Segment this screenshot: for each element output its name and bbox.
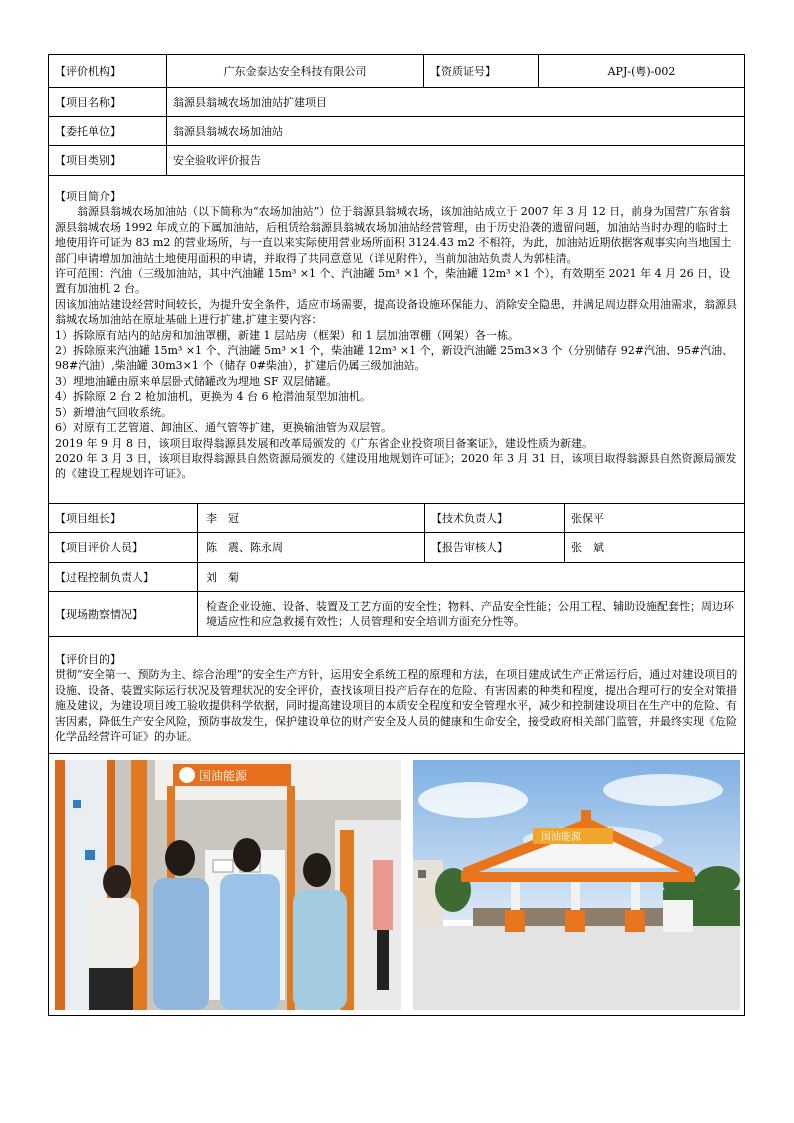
evaluators-label: 【项目评价人员】 [49, 533, 198, 562]
org-row [48, 54, 745, 88]
client-value: 翁源县翁城农场加油站 [173, 124, 283, 138]
purpose-section [48, 637, 745, 754]
survey-row [48, 592, 745, 637]
type-label: 【项目类别】 [49, 146, 167, 175]
cert-label: 【资质证号】 [424, 55, 539, 87]
station-canopy-photo [413, 760, 740, 1010]
right-canopy-sign: 国油能源 [541, 832, 581, 843]
expansion-reason: 因该加油站建设经营时间较长，为提升安全条件，适应市场需要，提高设备设施环保能力、消除安全隐患，并满足周边群众用油需求，翁源县翁城农场加油站在原址基础上进行扩建,扩建主要内容： [55, 297, 737, 327]
leader-row [48, 504, 745, 533]
org-value: 广东金泰达安全科技有限公司 [167, 55, 424, 87]
intro-heading: 【项目简介】 [55, 190, 121, 203]
org-label: 【评价机构】 [49, 55, 167, 87]
reviewer-label: 【报告审核人】 [425, 533, 565, 562]
permit-record: 2020 年 3 月 3 日，该项目取得翁源县自然资源局颁发的《建设用地规划许可证》；2020 年 3 月 31 日，该项目取得翁源县自然资源局颁发的《建设工程规划许可证》。 [55, 451, 737, 481]
intro-section [48, 176, 745, 504]
type-value: 安全验收评价报告 [173, 154, 261, 167]
survey-label: 【现场勘察情况】 [49, 592, 198, 636]
site-inspection-photo [55, 760, 401, 1010]
evaluation-form [48, 54, 745, 1016]
process-label: 【过程控制负责人】 [49, 563, 198, 591]
evaluators-row [48, 533, 745, 563]
license-scope: 许可范围：汽油（三级加油站，其中汽油罐 15m³ ×1 个、汽油罐 5m³ ×1 个，柴油罐 12m³ ×1 个），有效期至 2021 年 4 月 26 日，设置有加油机 2 台。 [55, 267, 731, 296]
photo-section [48, 754, 745, 1016]
evaluators-value: 陈 震、陈永周 [198, 533, 425, 562]
expansion-item: 4）拆除原 2 台 2 枪加油机，更换为 4 台 6 枪潜油泵型加油机。 [55, 390, 371, 404]
project-label: 【项目名称】 [49, 88, 167, 116]
leader-label: 【项目组长】 [49, 504, 198, 532]
leader-value: 李 冠 [198, 504, 425, 532]
expansion-item: 2）拆除原来汽油罐 15m³ ×1 个、汽油罐 5m³ ×1 个，柴油罐 12m³ ×1 个，新设汽油罐 25m3×3 个（分别储存 92#汽油、95#汽油、98#汽油）,柴油罐 30m3×1 个（储存 0#柴油），扩建后仍属三级加油站。 [55, 344, 734, 373]
expansion-item: 3）埋地油罐由原来单层卧式储罐改为埋地 SF 双层储罐。 [55, 374, 338, 388]
reviewer-value: 张 斌 [571, 541, 604, 554]
survey-value: 检查企业设施、设备、装置及工艺方面的安全性；物料、产品安全性能；公用工程、辅助设施配套性；周边环境适应性和应急救援有效性；人员管理和安全培训方面充分性等。 [206, 600, 734, 628]
tech-lead-value: 张保平 [571, 511, 604, 525]
expansion-item: 5）新增油气回收系统。 [55, 405, 172, 419]
process-value: 刘 菊 [206, 570, 239, 584]
cert-value: APJ-(粤)-002 [607, 64, 676, 78]
expansion-item: 1）拆除原有站内的站房和加油罩棚，新建 1 层站房（框架）和 1 层加油罩棚（网架）各一栋。 [55, 328, 519, 342]
intro-paragraph: 翁源县翁城农场加油站（以下简称为“农场加油站”）位于翁源县翁城农场，该加油站成立于 2007 年 3 月 12 日，前身为国营广东省翁源县翁城农场 1992 年成立的下属加油站，后租赁给翁源县翁城农场加油站经营管理，由于历史沿袭的遗留问题，加油站当时办理的临时土地使用许可证为 83 m2 的营业场所，与一直以来实际使用营业场所面积 3124.43 m2 不相符，为此，加油站近期依据客观事实向当地国土部门申请增加加油站土地使用面积的申请，并取得了共同意意见（详见附件），当前加油站负责人为郭桂清。 [55, 205, 732, 265]
purpose-heading: 【评价目的】 [55, 653, 121, 666]
client-label: 【委托单位】 [49, 117, 167, 145]
type-row [48, 146, 745, 176]
expansion-item: 6）对原有工艺管道、卸油区、通气管等扩建，更换输油管为双层管。 [55, 421, 392, 435]
tech-lead-label: 【技术负责人】 [425, 504, 565, 532]
project-value: 翁源县翁城农场加油站扩建项目 [173, 95, 327, 109]
filing-record: 2019 年 9 月 8 日，该项目取得翁源县发展和改革局颁发的《广东省企业投资项目备案证》，建设性质为新建。 [55, 436, 593, 450]
purpose-text: 贯彻“安全第一、预防为主、综合治理”的安全生产方针，运用安全系统工程的原理和方法，在项目建成试生产正常运行后，通过对建设项目的设施、设备、装置实际运行状况及管理状况的安全评价，查找该项目投产后存在的危险、有害因素的种类和程度，提出合理可行的安全对策措施及建议，为建设项目竣工验收提供科学依据，同时提高建设项目的本质安全程度和安全管理水平，减少和控制建设项目在生产中的危险、有害因素，降低生产安全风险，预防事故发生，保护建设单位的财产安全及人员的健康和生命安全，接受政府相关部门监管，并最终实现《危险化学品经营许可证》的办证。 [55, 668, 738, 744]
project-row [48, 88, 745, 117]
process-row [48, 563, 745, 592]
client-row [48, 117, 745, 146]
left-canopy-sign: 国油能源 [199, 769, 248, 783]
